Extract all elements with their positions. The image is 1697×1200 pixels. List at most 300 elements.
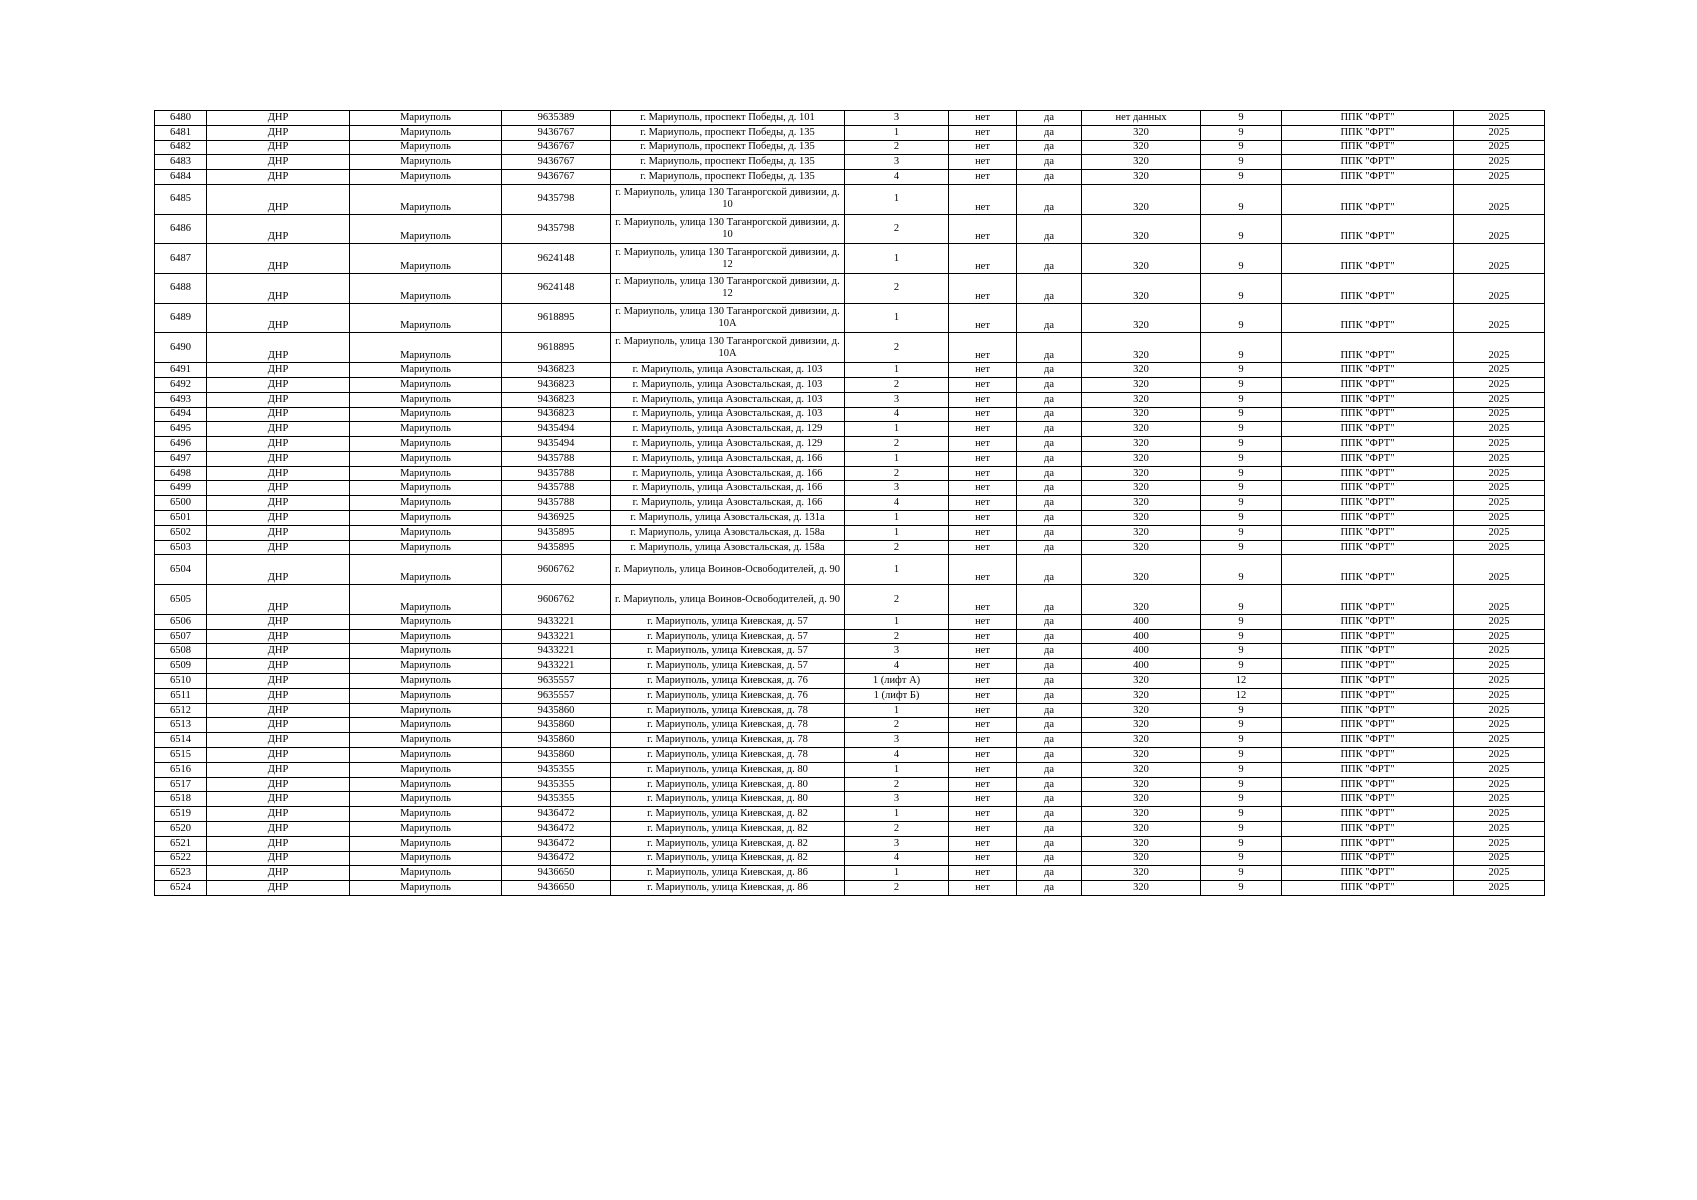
row-number-cell: 6480 bbox=[155, 111, 207, 126]
year-cell: 2025 bbox=[1454, 392, 1545, 407]
year-cell: 2025 bbox=[1454, 733, 1545, 748]
flag-b-cell: да bbox=[1017, 881, 1082, 896]
row-number-cell: 6508 bbox=[155, 644, 207, 659]
flag-a-cell: нет bbox=[949, 748, 1017, 763]
floors-cell: 9 bbox=[1201, 392, 1282, 407]
year-cell: 2025 bbox=[1454, 407, 1545, 422]
lift-number-cell: 2 bbox=[845, 274, 949, 304]
lift-number-cell: 2 bbox=[845, 881, 949, 896]
city-cell: Мариуполь bbox=[350, 718, 502, 733]
table-row bbox=[155, 481, 1545, 496]
row-number-cell: 6506 bbox=[155, 614, 207, 629]
object-code-cell: 9436823 bbox=[502, 377, 611, 392]
lift-number-cell: 3 bbox=[845, 644, 949, 659]
lift-number-cell: 1 bbox=[845, 614, 949, 629]
lift-number-cell: 1 bbox=[845, 422, 949, 437]
capacity-cell: 320 bbox=[1082, 170, 1201, 185]
floors-cell: 9 bbox=[1201, 748, 1282, 763]
floors-cell: 9 bbox=[1201, 733, 1282, 748]
floors-cell: 9 bbox=[1201, 333, 1282, 363]
address-cell: г. Мариуполь, улица Киевская, д. 57 bbox=[611, 614, 845, 629]
year-cell: 2025 bbox=[1454, 481, 1545, 496]
object-code-cell: 9624148 bbox=[502, 274, 611, 304]
object-code-cell: 9435788 bbox=[502, 481, 611, 496]
lift-number-cell: 2 bbox=[845, 540, 949, 555]
year-cell: 2025 bbox=[1454, 125, 1545, 140]
flag-b-cell: да bbox=[1017, 540, 1082, 555]
row-number-cell: 6492 bbox=[155, 377, 207, 392]
contractor-cell: ППК "ФРТ" bbox=[1282, 881, 1454, 896]
flag-b-cell: да bbox=[1017, 451, 1082, 466]
floors-cell: 9 bbox=[1201, 585, 1282, 615]
address-cell: г. Мариуполь, улица Киевская, д. 76 bbox=[611, 674, 845, 689]
region-cell: ДНР bbox=[207, 496, 350, 511]
object-code-cell: 9436472 bbox=[502, 836, 611, 851]
city-cell: Мариуполь bbox=[350, 377, 502, 392]
region-cell: ДНР bbox=[207, 422, 350, 437]
address-cell: г. Мариуполь, улица Азовстальская, д. 103 bbox=[611, 407, 845, 422]
floors-cell: 9 bbox=[1201, 807, 1282, 822]
flag-b-cell: да bbox=[1017, 762, 1082, 777]
year-cell: 2025 bbox=[1454, 525, 1545, 540]
table-row bbox=[155, 184, 1545, 214]
city-cell: Мариуполь bbox=[350, 422, 502, 437]
object-code-cell: 9635557 bbox=[502, 688, 611, 703]
contractor-cell: ППК "ФРТ" bbox=[1282, 851, 1454, 866]
city-cell: Мариуполь bbox=[350, 525, 502, 540]
row-number-cell: 6502 bbox=[155, 525, 207, 540]
lift-number-cell: 2 bbox=[845, 585, 949, 615]
capacity-cell: 320 bbox=[1082, 674, 1201, 689]
flag-a-cell: нет bbox=[949, 363, 1017, 378]
object-code-cell: 9436767 bbox=[502, 155, 611, 170]
region-cell: ДНР bbox=[207, 363, 350, 378]
flag-a-cell: нет bbox=[949, 451, 1017, 466]
table-row bbox=[155, 155, 1545, 170]
table-row bbox=[155, 851, 1545, 866]
capacity-cell: 320 bbox=[1082, 851, 1201, 866]
flag-b-cell: да bbox=[1017, 555, 1082, 585]
table-row bbox=[155, 451, 1545, 466]
row-number-cell: 6512 bbox=[155, 703, 207, 718]
address-cell: г. Мариуполь, улица Киевская, д. 86 bbox=[611, 881, 845, 896]
year-cell: 2025 bbox=[1454, 555, 1545, 585]
table-row bbox=[155, 674, 1545, 689]
year-cell: 2025 bbox=[1454, 437, 1545, 452]
address-cell: г. Мариуполь, улица Азовстальская, д. 166 bbox=[611, 466, 845, 481]
capacity-cell: 320 bbox=[1082, 511, 1201, 526]
capacity-cell: 320 bbox=[1082, 540, 1201, 555]
contractor-cell: ППК "ФРТ" bbox=[1282, 481, 1454, 496]
object-code-cell: 9435355 bbox=[502, 792, 611, 807]
year-cell: 2025 bbox=[1454, 214, 1545, 244]
floors-cell: 9 bbox=[1201, 777, 1282, 792]
city-cell: Мариуполь bbox=[350, 111, 502, 126]
address-cell: г. Мариуполь, улица Азовстальская, д. 158а bbox=[611, 540, 845, 555]
region-cell: ДНР bbox=[207, 688, 350, 703]
floors-cell: 9 bbox=[1201, 851, 1282, 866]
flag-a-cell: нет bbox=[949, 155, 1017, 170]
year-cell: 2025 bbox=[1454, 170, 1545, 185]
region-cell: ДНР bbox=[207, 881, 350, 896]
flag-a-cell: нет bbox=[949, 525, 1017, 540]
row-number-cell: 6501 bbox=[155, 511, 207, 526]
floors-cell: 9 bbox=[1201, 140, 1282, 155]
object-code-cell: 9435788 bbox=[502, 496, 611, 511]
row-number-cell: 6498 bbox=[155, 466, 207, 481]
floors-cell: 9 bbox=[1201, 496, 1282, 511]
table-row bbox=[155, 836, 1545, 851]
flag-a-cell: нет bbox=[949, 777, 1017, 792]
floors-cell: 9 bbox=[1201, 184, 1282, 214]
address-cell: г. Мариуполь, улица Киевская, д. 78 bbox=[611, 703, 845, 718]
object-code-cell: 9436472 bbox=[502, 851, 611, 866]
lift-number-cell: 2 bbox=[845, 437, 949, 452]
capacity-cell: 320 bbox=[1082, 422, 1201, 437]
flag-b-cell: да bbox=[1017, 703, 1082, 718]
region-cell: ДНР bbox=[207, 748, 350, 763]
flag-a-cell: нет bbox=[949, 659, 1017, 674]
region-cell: ДНР bbox=[207, 244, 350, 274]
object-code-cell: 9436823 bbox=[502, 407, 611, 422]
row-number-cell: 6500 bbox=[155, 496, 207, 511]
floors-cell: 9 bbox=[1201, 125, 1282, 140]
row-number-cell: 6487 bbox=[155, 244, 207, 274]
address-cell: г. Мариуполь, улица Киевская, д. 57 bbox=[611, 644, 845, 659]
flag-b-cell: да bbox=[1017, 748, 1082, 763]
year-cell: 2025 bbox=[1454, 807, 1545, 822]
year-cell: 2025 bbox=[1454, 762, 1545, 777]
object-code-cell: 9606762 bbox=[502, 555, 611, 585]
region-cell: ДНР bbox=[207, 437, 350, 452]
flag-a-cell: нет bbox=[949, 674, 1017, 689]
row-number-cell: 6519 bbox=[155, 807, 207, 822]
lift-number-cell: 3 bbox=[845, 111, 949, 126]
address-cell: г. Мариуполь, улица Киевская, д. 80 bbox=[611, 762, 845, 777]
contractor-cell: ППК "ФРТ" bbox=[1282, 451, 1454, 466]
flag-b-cell: да bbox=[1017, 392, 1082, 407]
floors-cell: 9 bbox=[1201, 525, 1282, 540]
capacity-cell: 320 bbox=[1082, 303, 1201, 333]
capacity-cell: нет данных bbox=[1082, 111, 1201, 126]
city-cell: Мариуполь bbox=[350, 392, 502, 407]
row-number-cell: 6509 bbox=[155, 659, 207, 674]
contractor-cell: ППК "ФРТ" bbox=[1282, 363, 1454, 378]
floors-cell: 9 bbox=[1201, 644, 1282, 659]
contractor-cell: ППК "ФРТ" bbox=[1282, 140, 1454, 155]
address-cell: г. Мариуполь, улица Киевская, д. 82 bbox=[611, 822, 845, 837]
row-number-cell: 6507 bbox=[155, 629, 207, 644]
city-cell: Мариуполь bbox=[350, 659, 502, 674]
row-number-cell: 6499 bbox=[155, 481, 207, 496]
contractor-cell: ППК "ФРТ" bbox=[1282, 614, 1454, 629]
contractor-cell: ППК "ФРТ" bbox=[1282, 792, 1454, 807]
flag-b-cell: да bbox=[1017, 466, 1082, 481]
row-number-cell: 6495 bbox=[155, 422, 207, 437]
floors-cell: 12 bbox=[1201, 688, 1282, 703]
city-cell: Мариуполь bbox=[350, 170, 502, 185]
region-cell: ДНР bbox=[207, 777, 350, 792]
row-number-cell: 6505 bbox=[155, 585, 207, 615]
address-cell: г. Мариуполь, улица Киевская, д. 57 bbox=[611, 629, 845, 644]
year-cell: 2025 bbox=[1454, 111, 1545, 126]
flag-a-cell: нет bbox=[949, 407, 1017, 422]
table-row bbox=[155, 881, 1545, 896]
city-cell: Мариуполь bbox=[350, 214, 502, 244]
contractor-cell: ППК "ФРТ" bbox=[1282, 422, 1454, 437]
region-cell: ДНР bbox=[207, 125, 350, 140]
object-code-cell: 9436472 bbox=[502, 807, 611, 822]
address-cell: г. Мариуполь, улица Азовстальская, д. 166 bbox=[611, 496, 845, 511]
object-code-cell: 9618895 bbox=[502, 333, 611, 363]
table-row bbox=[155, 822, 1545, 837]
table-row bbox=[155, 659, 1545, 674]
lift-number-cell: 2 bbox=[845, 214, 949, 244]
contractor-cell: ППК "ФРТ" bbox=[1282, 214, 1454, 244]
region-cell: ДНР bbox=[207, 733, 350, 748]
object-code-cell: 9433221 bbox=[502, 629, 611, 644]
contractor-cell: ППК "ФРТ" bbox=[1282, 866, 1454, 881]
year-cell: 2025 bbox=[1454, 184, 1545, 214]
flag-b-cell: да bbox=[1017, 525, 1082, 540]
address-cell: г. Мариуполь, проспект Победы, д. 135 bbox=[611, 140, 845, 155]
city-cell: Мариуполь bbox=[350, 614, 502, 629]
address-cell: г. Мариуполь, улица Киевская, д. 78 bbox=[611, 748, 845, 763]
city-cell: Мариуполь bbox=[350, 437, 502, 452]
row-number-cell: 6518 bbox=[155, 792, 207, 807]
lift-number-cell: 1 bbox=[845, 451, 949, 466]
capacity-cell: 400 bbox=[1082, 659, 1201, 674]
lift-number-cell: 2 bbox=[845, 333, 949, 363]
city-cell: Мариуполь bbox=[350, 851, 502, 866]
region-cell: ДНР bbox=[207, 511, 350, 526]
table-row bbox=[155, 170, 1545, 185]
flag-a-cell: нет bbox=[949, 540, 1017, 555]
object-code-cell: 9436823 bbox=[502, 392, 611, 407]
city-cell: Мариуполь bbox=[350, 836, 502, 851]
city-cell: Мариуполь bbox=[350, 792, 502, 807]
row-number-cell: 6490 bbox=[155, 333, 207, 363]
city-cell: Мариуполь bbox=[350, 140, 502, 155]
flag-b-cell: да bbox=[1017, 481, 1082, 496]
table-row bbox=[155, 540, 1545, 555]
contractor-cell: ППК "ФРТ" bbox=[1282, 170, 1454, 185]
capacity-cell: 320 bbox=[1082, 496, 1201, 511]
address-cell: г. Мариуполь, улица Азовстальская, д. 166 bbox=[611, 451, 845, 466]
flag-b-cell: да bbox=[1017, 155, 1082, 170]
capacity-cell: 320 bbox=[1082, 140, 1201, 155]
capacity-cell: 320 bbox=[1082, 451, 1201, 466]
object-code-cell: 9436925 bbox=[502, 511, 611, 526]
table-row bbox=[155, 525, 1545, 540]
address-cell: г. Мариуполь, улица Азовстальская, д. 158а bbox=[611, 525, 845, 540]
flag-a-cell: нет bbox=[949, 496, 1017, 511]
flag-a-cell: нет bbox=[949, 822, 1017, 837]
year-cell: 2025 bbox=[1454, 422, 1545, 437]
object-code-cell: 9624148 bbox=[502, 244, 611, 274]
table-row bbox=[155, 422, 1545, 437]
flag-b-cell: да bbox=[1017, 688, 1082, 703]
region-cell: ДНР bbox=[207, 629, 350, 644]
contractor-cell: ППК "ФРТ" bbox=[1282, 540, 1454, 555]
lift-number-cell: 4 bbox=[845, 659, 949, 674]
capacity-cell: 320 bbox=[1082, 822, 1201, 837]
contractor-cell: ППК "ФРТ" bbox=[1282, 407, 1454, 422]
floors-cell: 9 bbox=[1201, 111, 1282, 126]
lift-number-cell: 3 bbox=[845, 392, 949, 407]
region-cell: ДНР bbox=[207, 822, 350, 837]
lift-number-cell: 1 (лифт А) bbox=[845, 674, 949, 689]
capacity-cell: 320 bbox=[1082, 748, 1201, 763]
flag-a-cell: нет bbox=[949, 214, 1017, 244]
contractor-cell: ППК "ФРТ" bbox=[1282, 525, 1454, 540]
table-row bbox=[155, 437, 1545, 452]
table-row bbox=[155, 585, 1545, 615]
row-number-cell: 6488 bbox=[155, 274, 207, 304]
capacity-cell: 320 bbox=[1082, 881, 1201, 896]
table-row bbox=[155, 718, 1545, 733]
flag-a-cell: нет bbox=[949, 555, 1017, 585]
row-number-cell: 6503 bbox=[155, 540, 207, 555]
contractor-cell: ППК "ФРТ" bbox=[1282, 111, 1454, 126]
region-cell: ДНР bbox=[207, 792, 350, 807]
year-cell: 2025 bbox=[1454, 851, 1545, 866]
object-code-cell: 9606762 bbox=[502, 585, 611, 615]
row-number-cell: 6514 bbox=[155, 733, 207, 748]
region-cell: ДНР bbox=[207, 540, 350, 555]
flag-b-cell: да bbox=[1017, 822, 1082, 837]
floors-cell: 9 bbox=[1201, 481, 1282, 496]
lift-number-cell: 1 bbox=[845, 762, 949, 777]
object-code-cell: 9635557 bbox=[502, 674, 611, 689]
flag-b-cell: да bbox=[1017, 614, 1082, 629]
region-cell: ДНР bbox=[207, 718, 350, 733]
lift-number-cell: 1 (лифт Б) bbox=[845, 688, 949, 703]
capacity-cell: 320 bbox=[1082, 466, 1201, 481]
lift-number-cell: 1 bbox=[845, 866, 949, 881]
flag-b-cell: да bbox=[1017, 659, 1082, 674]
region-cell: ДНР bbox=[207, 274, 350, 304]
flag-b-cell: да bbox=[1017, 674, 1082, 689]
object-code-cell: 9435355 bbox=[502, 762, 611, 777]
address-cell: г. Мариуполь, улица 130 Таганрогской дивизии, д. 10 bbox=[611, 214, 845, 244]
address-cell: г. Мариуполь, улица Азовстальская, д. 131а bbox=[611, 511, 845, 526]
city-cell: Мариуполь bbox=[350, 644, 502, 659]
region-cell: ДНР bbox=[207, 214, 350, 244]
lift-number-cell: 1 bbox=[845, 807, 949, 822]
object-code-cell: 9436767 bbox=[502, 140, 611, 155]
address-cell: г. Мариуполь, улица Киевская, д. 82 bbox=[611, 851, 845, 866]
contractor-cell: ППК "ФРТ" bbox=[1282, 555, 1454, 585]
city-cell: Мариуполь bbox=[350, 629, 502, 644]
flag-b-cell: да bbox=[1017, 585, 1082, 615]
region-cell: ДНР bbox=[207, 333, 350, 363]
region-cell: ДНР bbox=[207, 303, 350, 333]
contractor-cell: ППК "ФРТ" bbox=[1282, 392, 1454, 407]
contractor-cell: ППК "ФРТ" bbox=[1282, 585, 1454, 615]
lift-number-cell: 1 bbox=[845, 244, 949, 274]
region-cell: ДНР bbox=[207, 170, 350, 185]
flag-b-cell: да bbox=[1017, 836, 1082, 851]
capacity-cell: 320 bbox=[1082, 407, 1201, 422]
capacity-cell: 320 bbox=[1082, 125, 1201, 140]
address-cell: г. Мариуполь, улица Азовстальская, д. 129 bbox=[611, 437, 845, 452]
flag-b-cell: да bbox=[1017, 629, 1082, 644]
object-code-cell: 9435355 bbox=[502, 777, 611, 792]
address-cell: г. Мариуполь, улица Азовстальская, д. 103 bbox=[611, 392, 845, 407]
table-row bbox=[155, 614, 1545, 629]
flag-a-cell: нет bbox=[949, 851, 1017, 866]
city-cell: Мариуполь bbox=[350, 303, 502, 333]
region-cell: ДНР bbox=[207, 555, 350, 585]
flag-b-cell: да bbox=[1017, 125, 1082, 140]
address-cell: г. Мариуполь, улица 130 Таганрогской дивизии, д. 10А bbox=[611, 303, 845, 333]
capacity-cell: 320 bbox=[1082, 377, 1201, 392]
address-cell: г. Мариуполь, улица 130 Таганрогской дивизии, д. 12 bbox=[611, 244, 845, 274]
lift-number-cell: 4 bbox=[845, 851, 949, 866]
address-cell: г. Мариуполь, улица Воинов-Освободителей, д. 90 bbox=[611, 585, 845, 615]
floors-cell: 9 bbox=[1201, 155, 1282, 170]
floors-cell: 9 bbox=[1201, 511, 1282, 526]
city-cell: Мариуполь bbox=[350, 451, 502, 466]
object-code-cell: 9635389 bbox=[502, 111, 611, 126]
region-cell: ДНР bbox=[207, 644, 350, 659]
flag-b-cell: да bbox=[1017, 437, 1082, 452]
contractor-cell: ППК "ФРТ" bbox=[1282, 777, 1454, 792]
capacity-cell: 320 bbox=[1082, 718, 1201, 733]
capacity-cell: 320 bbox=[1082, 688, 1201, 703]
flag-a-cell: нет bbox=[949, 377, 1017, 392]
lift-number-cell: 4 bbox=[845, 748, 949, 763]
lift-number-cell: 1 bbox=[845, 303, 949, 333]
flag-b-cell: да bbox=[1017, 807, 1082, 822]
object-code-cell: 9435860 bbox=[502, 718, 611, 733]
flag-a-cell: нет bbox=[949, 244, 1017, 274]
lift-number-cell: 3 bbox=[845, 481, 949, 496]
year-cell: 2025 bbox=[1454, 496, 1545, 511]
floors-cell: 9 bbox=[1201, 718, 1282, 733]
city-cell: Мариуполь bbox=[350, 481, 502, 496]
flag-a-cell: нет bbox=[949, 718, 1017, 733]
address-cell: г. Мариуполь, улица 130 Таганрогской дивизии, д. 10 bbox=[611, 184, 845, 214]
floors-cell: 9 bbox=[1201, 792, 1282, 807]
address-cell: г. Мариуполь, улица Азовстальская, д. 129 bbox=[611, 422, 845, 437]
table-row bbox=[155, 688, 1545, 703]
region-cell: ДНР bbox=[207, 851, 350, 866]
contractor-cell: ППК "ФРТ" bbox=[1282, 629, 1454, 644]
city-cell: Мариуполь bbox=[350, 155, 502, 170]
year-cell: 2025 bbox=[1454, 377, 1545, 392]
lift-number-cell: 4 bbox=[845, 407, 949, 422]
object-code-cell: 9436823 bbox=[502, 363, 611, 378]
city-cell: Мариуполь bbox=[350, 822, 502, 837]
address-cell: г. Мариуполь, улица Воинов-Освободителей, д. 90 bbox=[611, 555, 845, 585]
address-cell: г. Мариуполь, улица Киевская, д. 82 bbox=[611, 807, 845, 822]
row-number-cell: 6494 bbox=[155, 407, 207, 422]
city-cell: Мариуполь bbox=[350, 184, 502, 214]
object-code-cell: 9433221 bbox=[502, 644, 611, 659]
object-code-cell: 9433221 bbox=[502, 659, 611, 674]
elevator-register-table bbox=[154, 110, 1545, 896]
flag-a-cell: нет bbox=[949, 111, 1017, 126]
address-cell: г. Мариуполь, улица Киевская, д. 78 bbox=[611, 718, 845, 733]
capacity-cell: 320 bbox=[1082, 333, 1201, 363]
city-cell: Мариуполь bbox=[350, 881, 502, 896]
table-row bbox=[155, 244, 1545, 274]
table-row bbox=[155, 274, 1545, 304]
floors-cell: 9 bbox=[1201, 614, 1282, 629]
city-cell: Мариуполь bbox=[350, 466, 502, 481]
